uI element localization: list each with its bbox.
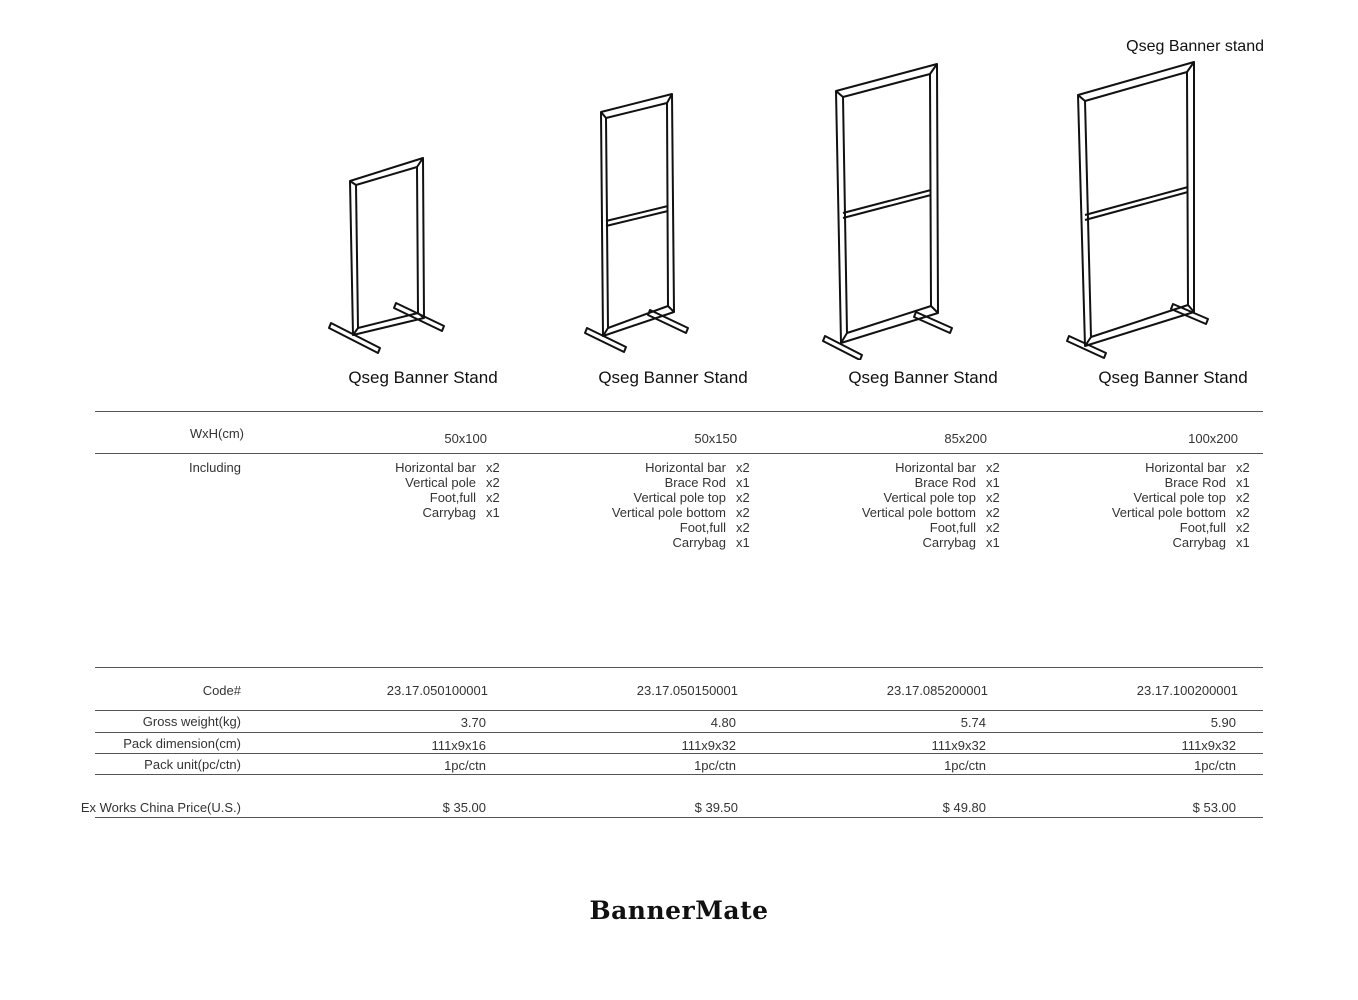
including-list	[346, 460, 516, 520]
size-value: 50x100	[444, 431, 487, 446]
part-qty: x2	[736, 490, 750, 505]
price-value: $ 53.00	[1192, 800, 1236, 815]
list-item	[596, 460, 766, 475]
list-item	[1096, 505, 1266, 520]
product-column	[298, 60, 548, 400]
list-item	[1096, 460, 1266, 475]
list-item	[596, 535, 766, 550]
list-item	[1096, 520, 1266, 535]
product-name: Qseg Banner Stand	[848, 368, 998, 387]
part-name: Vertical pole	[405, 475, 476, 490]
list-item	[1096, 490, 1266, 505]
part-qty: x2	[986, 490, 1000, 505]
part-qty: x1	[1236, 475, 1250, 490]
part-qty: x2	[986, 505, 1000, 520]
part-qty: x1	[986, 475, 1000, 490]
product-column	[1048, 60, 1298, 400]
brand-logo: BannerMate	[589, 896, 769, 925]
product-name: Qseg Banner Stand	[1098, 368, 1248, 387]
pack-dimension-value: 111x9x32	[931, 738, 986, 753]
list-item	[846, 460, 1016, 475]
part-qty: x2	[486, 460, 500, 475]
pack-dimension-value: 111x9x32	[681, 738, 736, 753]
part-name: Carrybag	[1172, 535, 1226, 550]
list-item	[346, 490, 516, 505]
price-label: Ex Works China Price(U.S.)	[80, 800, 241, 815]
code-value: 23.17.050100001	[386, 683, 488, 698]
list-item	[596, 490, 766, 505]
part-name: Brace Rod	[664, 475, 726, 490]
part-qty: x2	[1236, 460, 1250, 475]
table-divider	[95, 732, 1263, 733]
part-name: Foot,full	[429, 490, 476, 505]
list-item	[846, 475, 1016, 490]
pack-unit-value: 1pc/ctn	[1194, 758, 1236, 773]
part-qty: x2	[736, 520, 750, 535]
list-item	[596, 505, 766, 520]
list-item	[846, 520, 1016, 535]
pack-unit-label: Pack unit(pc/ctn)	[144, 757, 241, 772]
list-item	[846, 490, 1016, 505]
banner-stand-50x150-illustration	[548, 60, 798, 360]
size-label: WxH(cm)	[189, 426, 244, 441]
table-divider	[95, 753, 1263, 754]
gross-weight-label: Gross weight(kg)	[142, 714, 241, 729]
gross-weight-value: 5.90	[1210, 715, 1236, 730]
code-value: 23.17.050150001	[636, 683, 738, 698]
part-qty: x2	[1236, 505, 1250, 520]
part-name: Carrybag	[922, 535, 976, 550]
table-divider	[95, 453, 1263, 454]
part-qty: x2	[736, 505, 750, 520]
pack-dimension-label: Pack dimension(cm)	[123, 736, 241, 751]
part-name: Vertical pole top	[1133, 490, 1226, 505]
part-name: Vertical pole bottom	[611, 505, 726, 520]
product-column	[798, 60, 1048, 400]
size-value: 85x200	[944, 431, 987, 446]
size-value: 50x150	[694, 431, 737, 446]
list-item	[846, 505, 1016, 520]
page-title: Qseg Banner stand	[1126, 38, 1264, 55]
banner-stand-50x100-illustration	[298, 60, 548, 360]
price-value: $ 39.50	[694, 800, 738, 815]
list-item	[596, 475, 766, 490]
list-item	[1096, 475, 1266, 490]
list-item	[596, 520, 766, 535]
table-divider	[95, 411, 1263, 412]
pack-unit-value: 1pc/ctn	[944, 758, 986, 773]
price-value: $ 35.00	[442, 800, 486, 815]
product-column	[548, 60, 798, 400]
part-qty: x2	[1236, 520, 1250, 535]
code-value: 23.17.100200001	[1136, 683, 1238, 698]
part-name: Horizontal bar	[395, 460, 476, 475]
pack-dimension-value: 111x9x32	[1181, 738, 1236, 753]
part-name: Carrybag	[672, 535, 726, 550]
list-item	[346, 475, 516, 490]
list-item	[346, 460, 516, 475]
part-qty: x2	[986, 520, 1000, 535]
price-value: $ 49.80	[942, 800, 986, 815]
part-name: Horizontal bar	[1145, 460, 1226, 475]
part-name: Vertical pole top	[633, 490, 726, 505]
gross-weight-value: 3.70	[460, 715, 486, 730]
table-divider	[95, 667, 1263, 668]
product-name: Qseg Banner Stand	[348, 368, 498, 387]
part-qty: x2	[1236, 490, 1250, 505]
part-qty: x1	[736, 535, 750, 550]
including-list	[1096, 460, 1266, 550]
pack-unit-value: 1pc/ctn	[694, 758, 736, 773]
banner-stand-100x200-illustration	[1048, 60, 1298, 360]
banner-stand-85x200-illustration	[798, 60, 1048, 360]
product-name: Qseg Banner Stand	[598, 368, 748, 387]
part-name: Vertical pole bottom	[861, 505, 976, 520]
pack-unit-value: 1pc/ctn	[444, 758, 486, 773]
table-divider	[95, 710, 1263, 711]
part-name: Vertical pole top	[883, 490, 976, 505]
part-name: Brace Rod	[1164, 475, 1226, 490]
part-name: Foot,full	[1179, 520, 1226, 535]
part-qty: x2	[486, 475, 500, 490]
part-name: Vertical pole bottom	[1111, 505, 1226, 520]
table-divider	[95, 774, 1263, 775]
part-qty: x1	[486, 505, 500, 520]
part-qty: x2	[486, 490, 500, 505]
part-qty: x1	[986, 535, 1000, 550]
code-value: 23.17.085200001	[886, 683, 988, 698]
part-qty: x2	[986, 460, 1000, 475]
including-list	[846, 460, 1016, 550]
including-label: Including	[188, 460, 241, 475]
part-name: Foot,full	[679, 520, 726, 535]
part-name: Brace Rod	[914, 475, 976, 490]
part-name: Foot,full	[929, 520, 976, 535]
list-item	[846, 535, 1016, 550]
size-value: 100x200	[1188, 431, 1238, 446]
part-name: Horizontal bar	[645, 460, 726, 475]
gross-weight-value: 5.74	[960, 715, 986, 730]
list-item	[346, 505, 516, 520]
gross-weight-value: 4.80	[710, 715, 736, 730]
part-qty: x1	[1236, 535, 1250, 550]
including-list	[596, 460, 766, 550]
list-item	[1096, 535, 1266, 550]
part-qty: x2	[736, 460, 750, 475]
pack-dimension-value: 111x9x16	[431, 738, 486, 753]
part-qty: x1	[736, 475, 750, 490]
part-name: Carrybag	[422, 505, 476, 520]
part-name: Horizontal bar	[895, 460, 976, 475]
table-divider	[95, 817, 1263, 818]
code-label: Code#	[202, 683, 241, 698]
